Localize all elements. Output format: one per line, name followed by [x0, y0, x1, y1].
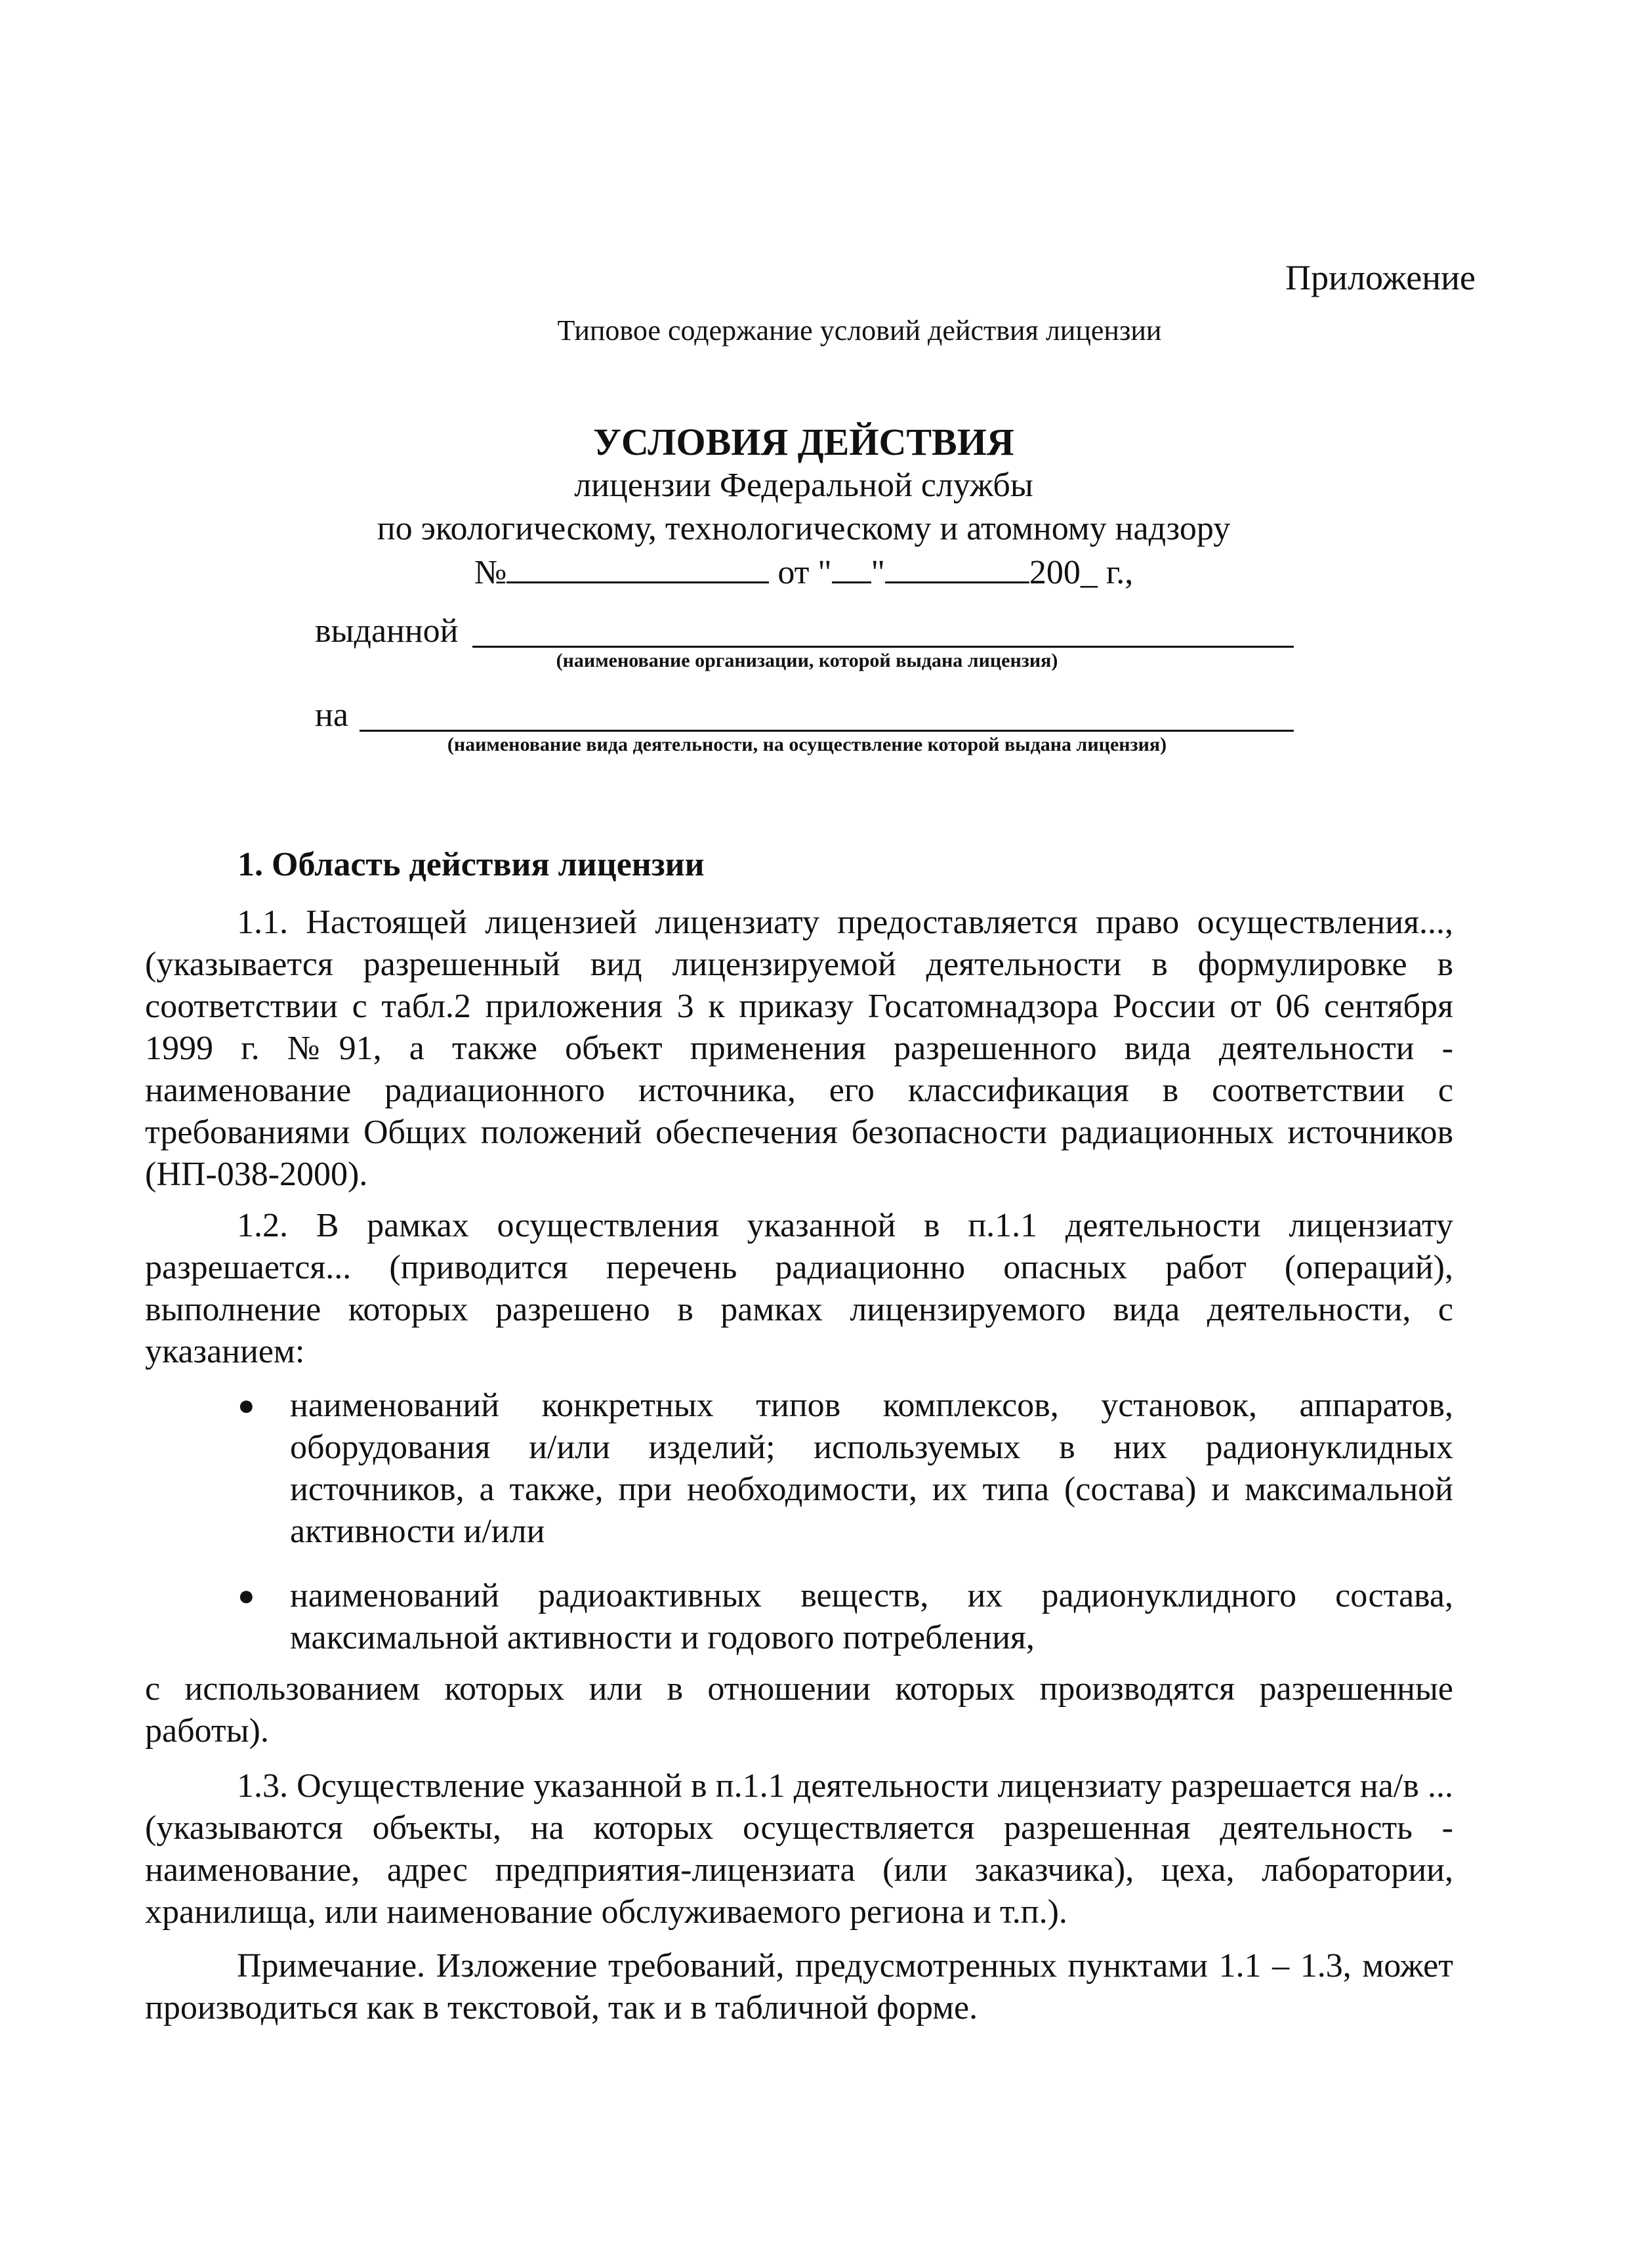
title-line-3: по экологическому, технологическому и атомному надзору [377, 510, 1231, 547]
appendix-label: Приложение [1285, 258, 1476, 297]
bullet-text: наименований конкретных типов комплексов, установок, аппаратов, оборудования и/или изделий; используемых в них радионуклидных источников, а также, при необходимости, их типа (состава) и максимальной активности и/или [290, 1387, 1453, 1550]
paragraph-1-3: 1.3. Осуществление указанной в п.1.1 деятельности лицензиату разрешается на/в ... (указываются объекты, на которых осуществляется разрешенная деятельность - наименование, адрес предприятия-лицензиата (или заказчика), цеха, лаборатории, хранилища, или наименование обслуживаемого региона и т.п.). [145, 1767, 1453, 1931]
paragraph-1-2: 1.2. В рамках осуществления указанной в п.1.1 деятельности лицензиату разрешается... (приводится перечень радиационно опасных работ (операций), выполнение которых разрешено в рамках лицензируемого вида деятельности, с указанием: [145, 1207, 1453, 1370]
bullet-icon: ● [238, 1389, 255, 1421]
issued-to-line [472, 613, 1294, 648]
from-word: от " [777, 554, 832, 591]
activity-line [360, 697, 1294, 732]
activity-label: на [315, 696, 348, 734]
bullet-icon: ● [238, 1580, 255, 1612]
typical-content-subtitle: Типовое содержание условий действия лицензии [557, 314, 1162, 346]
month-blank [885, 553, 1029, 583]
activity-caption: (наименование вида деятельности, на осуществление которой выдана лицензия) [447, 734, 1167, 755]
license-number-line [0, 553, 1607, 592]
day-blank [832, 553, 871, 583]
section-1-heading: 1. Область действия лицензии [238, 846, 705, 883]
issued-to-caption: (наименование организации, которой выдана лицензия) [556, 650, 1058, 671]
year-text: 200_ г., [1029, 554, 1134, 591]
title-line-2: лицензии Федеральной службы [574, 467, 1033, 504]
license-number-blank [506, 553, 769, 583]
document-title: УСЛОВИЯ ДЕЙСТВИЯ [593, 421, 1014, 463]
after-bullets-text: с использованием которых или в отношении которых производятся разрешенные работы). [145, 1670, 1453, 1750]
quote-close: " [871, 554, 885, 591]
number-sign: № [474, 554, 507, 591]
note-paragraph: Примечание. Изложение требований, предусмотренных пунктами 1.1 – 1.3, может производиться как в текстовой, так и в табличной форме. [145, 1947, 1453, 2026]
issued-to-label: выданной [315, 612, 459, 650]
paragraph-1-1: 1.1. Настоящей лицензией лицензиату предоставляется право осуществления...,(указывается разрешенный вид лицензируемой деятельности в формулировке в соответствии с табл.2 приложения 3 к приказу Госатомнадзора России от 06 сентября 1999 г. №91, а также объект применения разрешенного вида деятельности - наименование радиационного источника, его классификация в соответствии с требованиями Общих положений обеспечения безопасности радиационных источников (НП-038-2000). [145, 904, 1453, 1193]
bullet-text: наименований радиоактивных веществ, их радионуклидного состава, максимальной активности и годового потребления, [290, 1577, 1453, 1656]
